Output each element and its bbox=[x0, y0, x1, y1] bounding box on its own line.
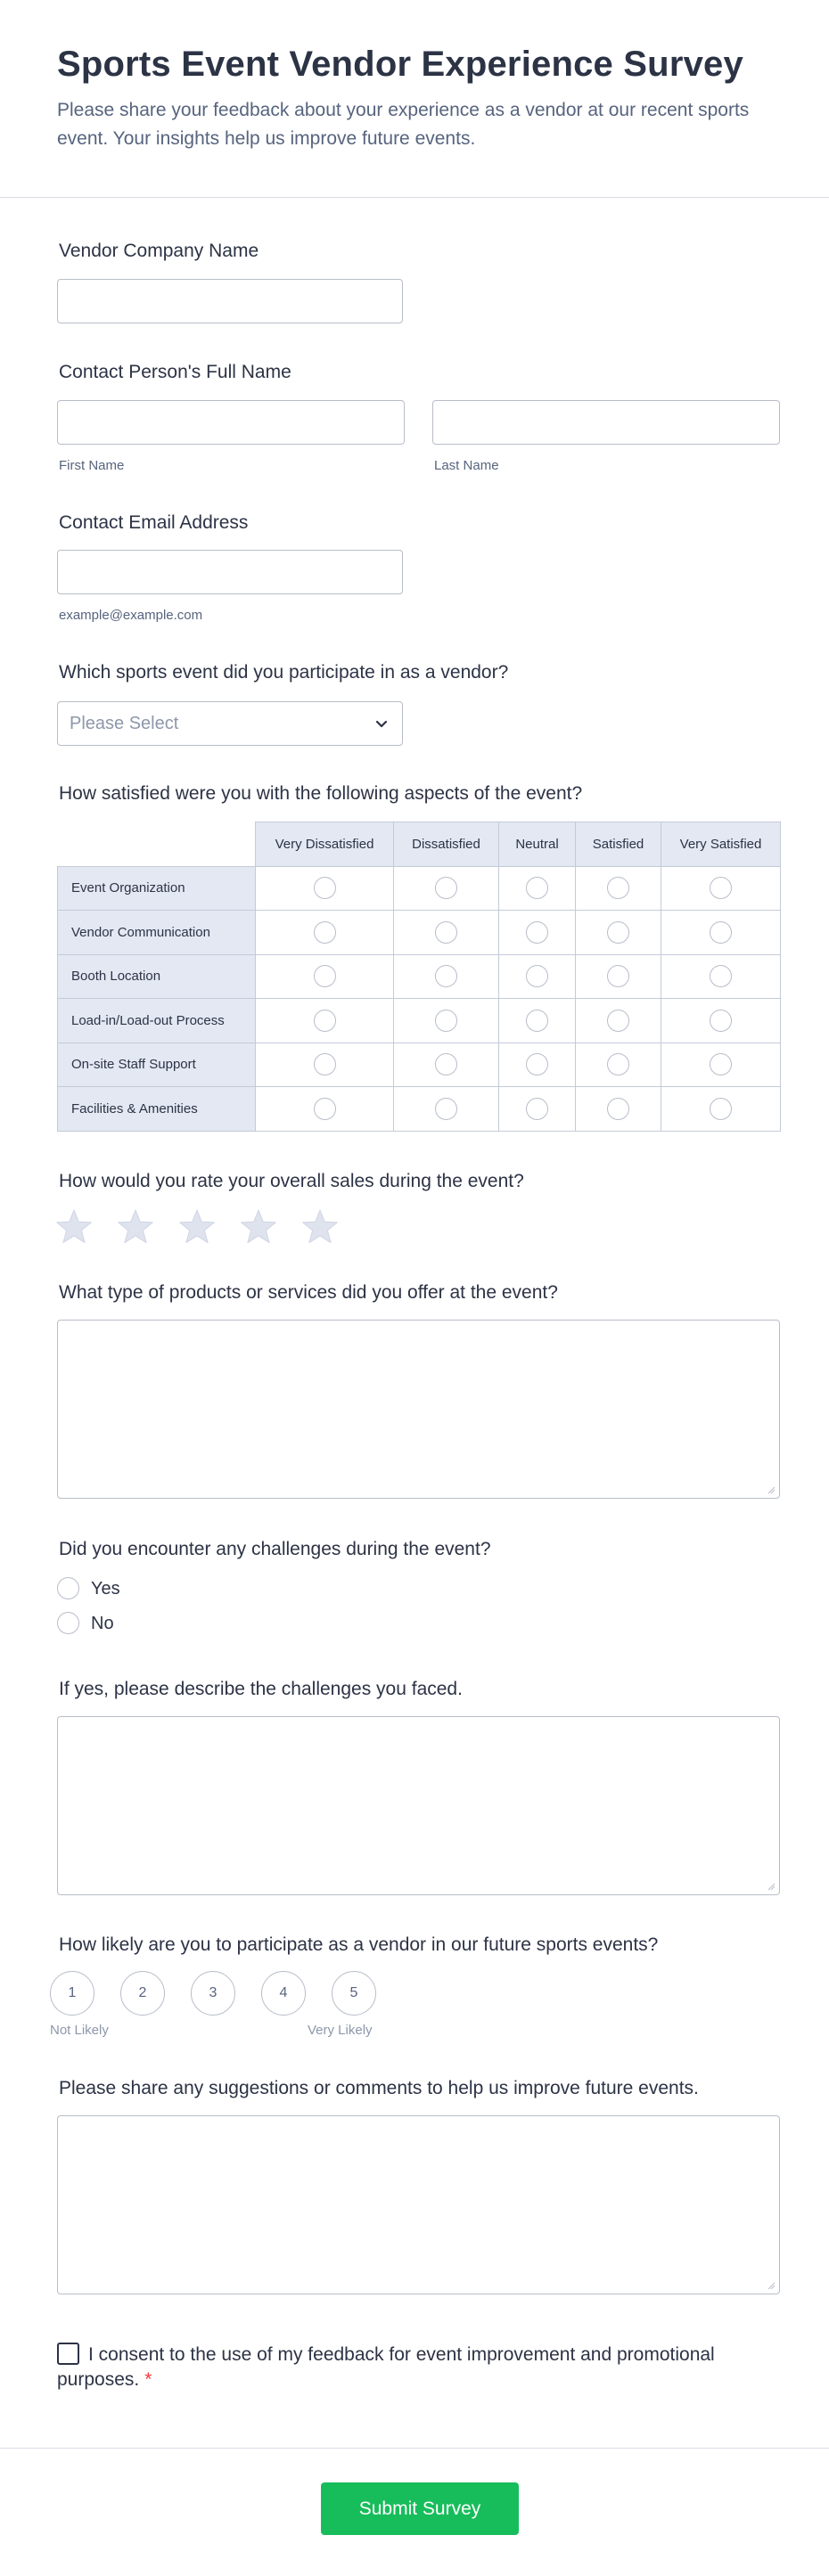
matrix-column-header: Very Dissatisfied bbox=[256, 822, 394, 867]
matrix-radio[interactable] bbox=[526, 1098, 548, 1120]
matrix-radio[interactable] bbox=[710, 1098, 732, 1120]
matrix-row bbox=[58, 911, 781, 955]
products-label: What type of products or services did you offer at the event? bbox=[59, 1282, 558, 1303]
star-icon[interactable] bbox=[301, 1208, 339, 1246]
matrix-radio[interactable] bbox=[607, 1098, 629, 1120]
matrix-row bbox=[58, 999, 781, 1043]
matrix-column-header: Dissatisfied bbox=[394, 822, 499, 867]
scale-option-2[interactable]: 2 bbox=[120, 1971, 165, 2016]
matrix-radio[interactable] bbox=[607, 1053, 629, 1075]
vendor-company-label: Vendor Company Name bbox=[59, 241, 259, 261]
matrix-column-header: Satisfied bbox=[576, 822, 661, 867]
option-label: Yes bbox=[91, 1579, 120, 1599]
matrix-radio[interactable] bbox=[435, 1098, 457, 1120]
challenges-desc-label: If yes, please describe the challenges you faced. bbox=[59, 1679, 463, 1699]
matrix-radio[interactable] bbox=[607, 921, 629, 944]
matrix-header-row bbox=[58, 822, 781, 867]
matrix-row-label: Vendor Communication bbox=[58, 911, 256, 955]
last-name-sublabel: Last Name bbox=[434, 458, 499, 473]
matrix-row-label: On-site Staff Support bbox=[58, 1043, 256, 1087]
suggestions-textarea[interactable] bbox=[57, 2115, 780, 2294]
contact-name-label: Contact Person's Full Name bbox=[59, 362, 291, 382]
resize-handle-icon[interactable] bbox=[767, 1485, 776, 1494]
event-label: Which sports event did you participate in as a vendor? bbox=[59, 662, 509, 683]
matrix-radio[interactable] bbox=[314, 921, 336, 944]
first-name-sublabel: First Name bbox=[59, 458, 125, 473]
matrix-column-header: Neutral bbox=[499, 822, 576, 867]
challenges-desc-textarea[interactable] bbox=[57, 1716, 780, 1895]
scale-option-3[interactable]: 3 bbox=[191, 1971, 235, 2016]
matrix-radio[interactable] bbox=[710, 1053, 732, 1075]
first-name-input[interactable] bbox=[57, 400, 405, 445]
radio-button[interactable] bbox=[57, 1612, 79, 1634]
scale-low-label: Not Likely bbox=[50, 2023, 109, 2038]
scale-option-1[interactable]: 1 bbox=[50, 1971, 94, 2016]
option-label: No bbox=[91, 1614, 114, 1633]
matrix-radio[interactable] bbox=[526, 921, 548, 944]
matrix-row-label: Facilities & Amenities bbox=[58, 1087, 256, 1132]
email-sublabel: example@example.com bbox=[59, 608, 203, 623]
matrix-radio[interactable] bbox=[710, 1010, 732, 1032]
matrix-radio[interactable] bbox=[526, 965, 548, 987]
scale-option-4[interactable]: 4 bbox=[261, 1971, 306, 2016]
form-description: Please share your feedback about your experience as a vendor at our recent sports event. Your insights help us improve future events. bbox=[57, 100, 750, 149]
contact-email-label: Contact Email Address bbox=[59, 512, 249, 533]
matrix-radio[interactable] bbox=[314, 1098, 336, 1120]
consent-text: I consent to the use of my feedback for event improvement and promotional purposes. bbox=[57, 2344, 715, 2390]
matrix-radio[interactable] bbox=[710, 965, 732, 987]
last-name-input[interactable] bbox=[432, 400, 780, 445]
star-icon[interactable] bbox=[240, 1208, 277, 1246]
resize-handle-icon[interactable] bbox=[767, 1882, 776, 1891]
vendor-company-input[interactable] bbox=[57, 279, 403, 323]
challenges-label: Did you encounter any challenges during the event? bbox=[59, 1539, 491, 1559]
radio-button[interactable] bbox=[57, 1577, 79, 1599]
required-marker: * bbox=[144, 2369, 152, 2390]
matrix-radio[interactable] bbox=[435, 1010, 457, 1032]
consent-field bbox=[57, 2343, 717, 2392]
matrix-radio[interactable] bbox=[526, 1010, 548, 1032]
matrix-radio[interactable] bbox=[314, 877, 336, 899]
matrix-radio[interactable] bbox=[607, 965, 629, 987]
matrix-row-label: Booth Location bbox=[58, 954, 256, 999]
matrix-radio[interactable] bbox=[607, 1010, 629, 1032]
star-icon[interactable] bbox=[178, 1208, 216, 1246]
matrix-radio[interactable] bbox=[314, 1010, 336, 1032]
matrix-radio[interactable] bbox=[435, 877, 457, 899]
matrix-radio[interactable] bbox=[526, 1053, 548, 1075]
contact-email-input[interactable] bbox=[57, 550, 403, 594]
matrix-row-label: Load-in/Load-out Process bbox=[58, 999, 256, 1043]
sales-rating-label: How would you rate your overall sales during the event? bbox=[59, 1171, 524, 1191]
form-header bbox=[0, 0, 829, 198]
matrix-radio[interactable] bbox=[710, 877, 732, 899]
satisfaction-matrix bbox=[57, 822, 781, 1132]
event-select-value: Please Select bbox=[70, 714, 179, 733]
resize-handle-icon[interactable] bbox=[767, 2281, 776, 2290]
submit-button[interactable]: Submit Survey bbox=[321, 2482, 519, 2535]
matrix-radio[interactable] bbox=[314, 1053, 336, 1075]
matrix-radio[interactable] bbox=[526, 877, 548, 899]
star-icon[interactable] bbox=[55, 1208, 93, 1246]
products-textarea[interactable] bbox=[57, 1320, 780, 1499]
scale-option-5[interactable]: 5 bbox=[332, 1971, 376, 2016]
matrix-row bbox=[58, 1043, 781, 1087]
consent-checkbox[interactable] bbox=[57, 2343, 79, 2365]
matrix-radio[interactable] bbox=[435, 1053, 457, 1075]
matrix-radio[interactable] bbox=[314, 965, 336, 987]
form-title: Sports Event Vendor Experience Survey bbox=[57, 45, 743, 84]
satisfaction-label: How satisfied were you with the following aspects of the event? bbox=[59, 783, 583, 804]
event-select[interactable] bbox=[57, 701, 403, 746]
matrix-corner bbox=[58, 822, 256, 867]
matrix-column-header: Very Satisfied bbox=[661, 822, 781, 867]
matrix-radio[interactable] bbox=[435, 921, 457, 944]
matrix-row-label: Event Organization bbox=[58, 866, 256, 911]
matrix-radio[interactable] bbox=[710, 921, 732, 944]
matrix-radio[interactable] bbox=[607, 877, 629, 899]
matrix-row bbox=[58, 1087, 781, 1132]
star-icon[interactable] bbox=[117, 1208, 154, 1246]
chevron-down-icon bbox=[373, 716, 390, 732]
matrix-radio[interactable] bbox=[435, 965, 457, 987]
matrix-row bbox=[58, 866, 781, 911]
likelihood-label: How likely are you to participate as a vendor in our future sports events? bbox=[59, 1934, 659, 1955]
scale-high-label: Very Likely bbox=[308, 2023, 373, 2038]
suggestions-label: Please share any suggestions or comments to help us improve future events. bbox=[59, 2078, 699, 2098]
matrix-row bbox=[58, 954, 781, 999]
